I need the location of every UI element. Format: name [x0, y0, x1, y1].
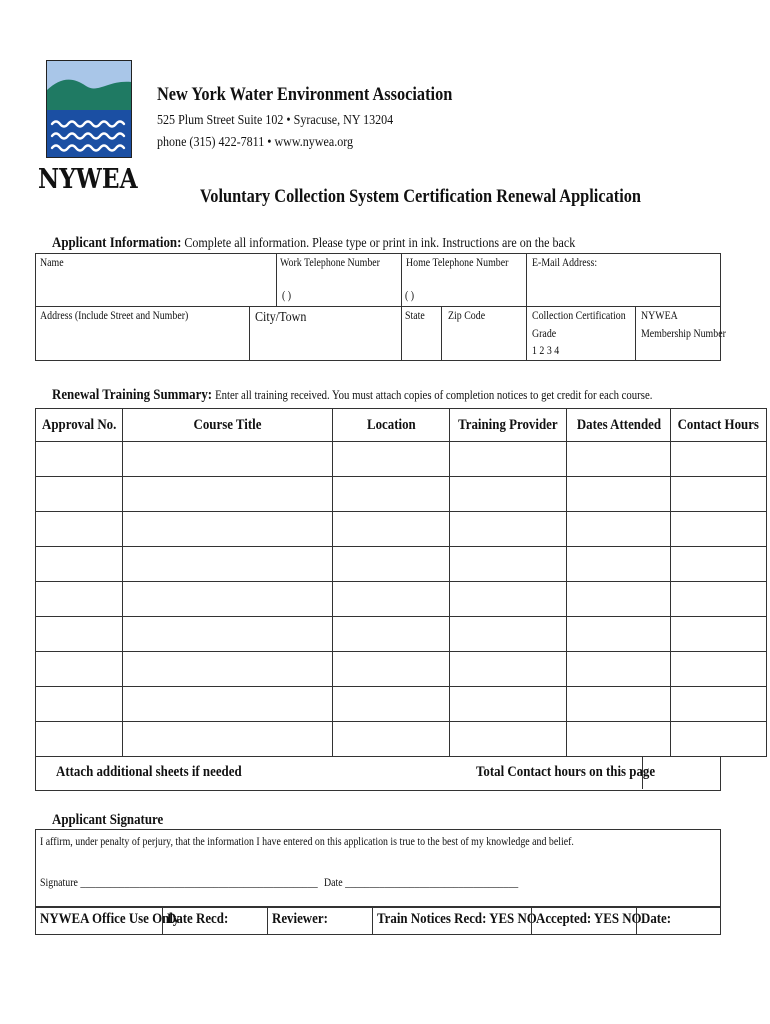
reviewer-cell[interactable]	[267, 907, 372, 934]
home-phone-area-code: ( )	[405, 290, 415, 302]
date-recd-label: Date Recd:	[167, 911, 229, 927]
affirmation-text: I affirm, under penalty of perjury, that the information I have entered on this application is true to the best of my knowledge and belief.	[40, 836, 574, 848]
email-field[interactable]	[526, 254, 720, 306]
home-phone-label: Home Telephone Number	[406, 257, 509, 269]
table-cell[interactable]	[333, 687, 450, 722]
table-cell[interactable]	[36, 512, 123, 547]
office-use-label: NYWEA Office Use Only	[40, 911, 180, 927]
signature-heading	[52, 812, 163, 829]
table-cell[interactable]	[36, 547, 123, 582]
name-field[interactable]	[36, 254, 276, 306]
date-recd-cell[interactable]	[162, 907, 267, 934]
form-title: Voluntary Collection System Certification Renewal Application	[200, 186, 642, 207]
organization-contact: phone (315) 422-7811 • www.nywea.org	[157, 135, 354, 150]
table-cell[interactable]	[450, 442, 567, 477]
table-cell[interactable]	[333, 652, 450, 687]
office-date-cell[interactable]	[636, 907, 720, 934]
table-row	[36, 442, 767, 477]
training-summary-title: Renewal Training Summary:	[52, 387, 213, 403]
column-approval-no	[36, 409, 123, 442]
accepted-cell[interactable]	[531, 907, 642, 934]
training-table	[35, 408, 767, 757]
table-row	[36, 477, 767, 512]
table-cell[interactable]	[450, 617, 567, 652]
table-cell[interactable]	[671, 477, 767, 512]
column-training-provider-label: Training Provider	[458, 416, 559, 433]
table-cell[interactable]	[123, 477, 333, 512]
table-cell[interactable]	[567, 722, 671, 757]
train-notices-cell[interactable]	[372, 907, 537, 934]
zip-label: Zip Code	[448, 310, 486, 322]
applicant-info-box	[35, 253, 726, 361]
table-cell[interactable]	[450, 547, 567, 582]
address-label: Address (Include Street and Number)	[40, 310, 189, 322]
applicant-info-instructions: Complete all information. Please type or print in ink. Instructions are on the back	[184, 236, 576, 251]
table-cell[interactable]	[567, 442, 671, 477]
table-cell[interactable]	[333, 722, 450, 757]
home-phone-field[interactable]	[401, 254, 526, 306]
column-contact-hours-label: Contact Hours	[677, 416, 760, 433]
table-cell[interactable]	[333, 512, 450, 547]
name-label: Name	[40, 257, 64, 269]
office-use-label-cell	[36, 907, 180, 934]
state-field[interactable]	[401, 306, 441, 360]
table-cell[interactable]	[450, 652, 567, 687]
column-location-label: Location	[367, 416, 416, 433]
training-summary-heading	[52, 387, 652, 404]
work-phone-field[interactable]	[276, 254, 401, 306]
organization-address: 525 Plum Street Suite 102 • Syracuse, NY 13204	[157, 113, 394, 128]
grade-label-2: Grade	[532, 328, 557, 340]
table-cell[interactable]	[333, 547, 450, 582]
grade-label-1: Collection Certification	[532, 310, 626, 322]
training-summary-instructions: Enter all training received. You must attach copies of completion notices to get credit for each course.	[215, 388, 653, 402]
table-cell[interactable]	[123, 687, 333, 722]
table-cell[interactable]	[333, 477, 450, 512]
table-cell[interactable]	[36, 582, 123, 617]
totals-row	[35, 756, 721, 791]
office-date-label: Date:	[641, 911, 672, 927]
table-row	[36, 722, 767, 757]
state-label: State	[405, 310, 425, 322]
table-cell[interactable]	[36, 617, 123, 652]
table-row	[36, 687, 767, 722]
table-cell[interactable]	[567, 547, 671, 582]
work-phone-label: Work Telephone Number	[280, 257, 380, 269]
table-cell[interactable]	[567, 652, 671, 687]
column-location	[333, 409, 450, 442]
total-contact-hours-label: Total Contact hours on this page	[476, 764, 656, 780]
email-label: E-Mail Address:	[532, 257, 598, 269]
column-course-title-label: Course Title	[193, 416, 262, 433]
table-cell[interactable]	[450, 722, 567, 757]
table-cell[interactable]	[567, 582, 671, 617]
table-row	[36, 582, 767, 617]
membership-field[interactable]	[635, 306, 726, 360]
table-cell[interactable]	[123, 512, 333, 547]
table-cell[interactable]	[123, 442, 333, 477]
table-cell[interactable]	[36, 477, 123, 512]
train-notices-label: Train Notices Recd: YES NO	[377, 911, 537, 927]
table-cell[interactable]	[450, 687, 567, 722]
table-cell[interactable]	[123, 652, 333, 687]
table-row	[36, 617, 767, 652]
table-cell[interactable]	[567, 687, 671, 722]
column-training-provider	[450, 409, 567, 442]
table-cell[interactable]	[123, 547, 333, 582]
table-cell[interactable]	[450, 582, 567, 617]
membership-label-2: Membership Number	[641, 328, 726, 340]
table-cell[interactable]	[36, 722, 123, 757]
grade-options[interactable]: 1 2 3 4	[532, 345, 560, 357]
table-cell[interactable]	[671, 442, 767, 477]
table-cell[interactable]	[567, 617, 671, 652]
reviewer-label: Reviewer:	[272, 911, 328, 927]
table-cell[interactable]	[671, 722, 767, 757]
table-cell[interactable]	[36, 442, 123, 477]
work-phone-area-code: ( )	[282, 290, 292, 302]
table-cell[interactable]	[450, 512, 567, 547]
signature-date-line[interactable]: Date ___________________________________	[324, 877, 519, 889]
table-cell[interactable]	[333, 582, 450, 617]
nywea-logo-icon	[46, 60, 132, 158]
signature-title: Applicant Signature	[52, 812, 164, 828]
table-row	[36, 547, 767, 582]
table-cell[interactable]	[123, 617, 333, 652]
attach-sheets-note: Attach additional sheets if needed	[56, 764, 242, 780]
table-cell[interactable]	[671, 687, 767, 722]
applicant-info-heading	[52, 235, 575, 252]
membership-label-1: NYWEA	[641, 310, 678, 322]
column-dates-attended	[567, 409, 671, 442]
organization-name: New York Water Environment Association	[157, 84, 453, 105]
accepted-label: Accepted: YES NO	[536, 911, 642, 927]
table-cell[interactable]	[36, 652, 123, 687]
signature-box	[35, 829, 721, 908]
table-row	[36, 512, 767, 547]
column-contact-hours	[671, 409, 767, 442]
column-approval-no-label: Approval No.	[42, 416, 117, 433]
signature-line[interactable]: Signature ________________________________________________	[40, 877, 318, 889]
applicant-info-title: Applicant Information:	[52, 235, 182, 251]
logo-wordmark: NYWEA	[38, 164, 138, 195]
city-label: City/Town	[255, 310, 307, 325]
zip-field[interactable]	[441, 306, 526, 360]
table-cell[interactable]	[450, 477, 567, 512]
column-course-title	[123, 409, 333, 442]
table-cell[interactable]	[671, 652, 767, 687]
table-cell[interactable]	[671, 547, 767, 582]
address-field[interactable]	[36, 306, 249, 360]
table-cell[interactable]	[123, 722, 333, 757]
table-cell[interactable]	[671, 617, 767, 652]
training-table-body	[36, 442, 767, 757]
table-cell[interactable]	[123, 582, 333, 617]
table-cell[interactable]	[567, 477, 671, 512]
table-cell[interactable]	[333, 442, 450, 477]
total-contact-hours-field[interactable]	[642, 756, 720, 789]
city-field[interactable]	[249, 306, 401, 360]
grade-field[interactable]	[526, 306, 635, 360]
table-cell[interactable]	[333, 617, 450, 652]
column-dates-attended-label: Dates Attended	[576, 416, 661, 433]
table-cell[interactable]	[567, 512, 671, 547]
training-table-header	[36, 409, 767, 442]
table-cell[interactable]	[671, 512, 767, 547]
table-row	[36, 652, 767, 687]
table-cell[interactable]	[671, 582, 767, 617]
office-use-row	[35, 906, 721, 935]
table-cell[interactable]	[36, 687, 123, 722]
